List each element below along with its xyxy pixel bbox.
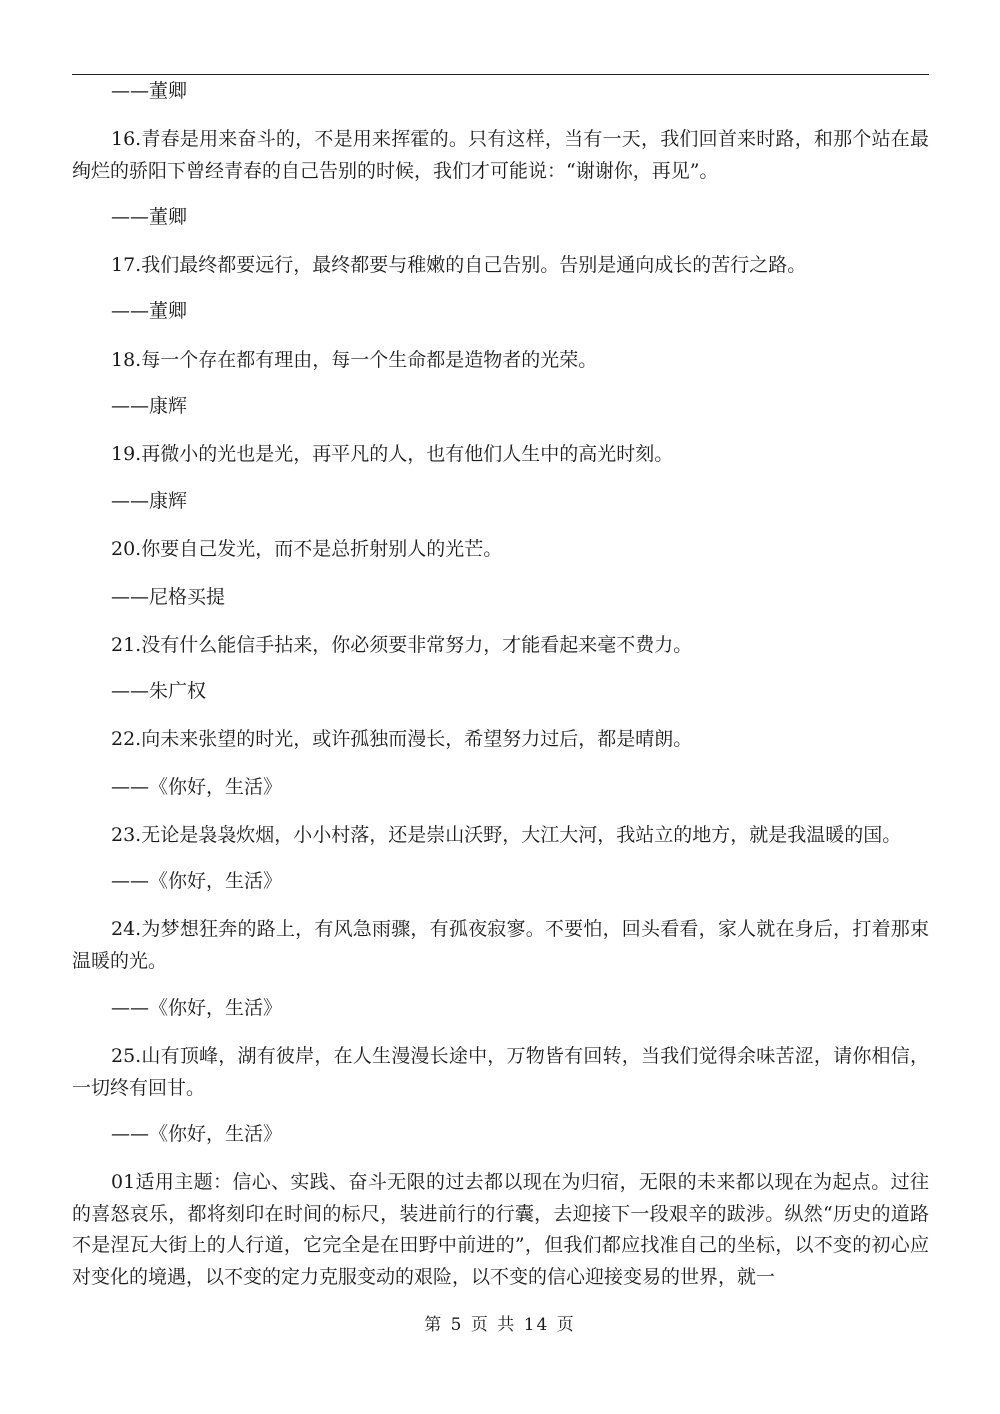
quote-23: 23.无论是袅袅炊烟，小小村落，还是崇山沃野，大江大河，我站立的地方，就是我温暖的国。 bbox=[111, 824, 902, 846]
quote-16: 16.青春是用来奋斗的，不是用来挥霍的。只有这样，当有一天，我们回首来时路，和那个站在最绚烂的骄阳下曾经青春的自己告别的时候，我们才可能说：“谢谢你，再见”。 bbox=[72, 128, 929, 182]
attribution: ——《你好，生活》 bbox=[111, 870, 283, 892]
quote-17: 17.我们最终都要远行，最终都要与稚嫩的自己告别。告别是通向成长的苦行之路。 bbox=[111, 254, 807, 276]
attribution: ——《你好，生活》 bbox=[111, 1123, 283, 1145]
quote-18: 18.每一个存在都有理由，每一个生命都是造物者的光荣。 bbox=[111, 349, 598, 371]
attribution: ——康辉 bbox=[111, 490, 188, 512]
quote-25: 25.山有顶峰，湖有彼岸，在人生漫漫长途中，万物皆有回转，当我们觉得余味苦涩，请你相信，一切终有回甘。 bbox=[72, 1045, 929, 1099]
essay-paragraph: 01适用主题：信心、实践、奋斗无限的过去都以现在为归宿，无限的未来都以现在为起点。过往的喜怒哀乐，都将刻印在时间的标尺，装进前行的行囊，去迎接下一段艰辛的跋涉。纵然“历史的道路不是涅瓦大街上的人行道，它完全是在田野中前进的”，但我们都应找准自己的坐标，以不变的初心应对变化的境遇，以不变的定力克服变动的艰险，以不变的信心迎接变易的世界，就一 bbox=[72, 1171, 929, 1288]
attribution: ——董卿 bbox=[111, 206, 188, 228]
page-number: 第 5 页 共 14 页 bbox=[424, 1315, 576, 1335]
quote-24: 24.为梦想狂奔的路上，有风急雨骤，有孤夜寂寥。不要怕，回头看看，家人就在身后，打着那束温暖的光。 bbox=[72, 918, 929, 972]
attribution: ——《你好，生活》 bbox=[111, 997, 283, 1019]
quote-20: 20.你要自己发光，而不是总折射别人的光芒。 bbox=[111, 538, 503, 560]
attribution: ——尼格买提 bbox=[111, 586, 226, 608]
quote-21: 21.没有什么能信手拈来，你必须要非常努力，才能看起来毫不费力。 bbox=[111, 634, 693, 656]
attribution: ——董卿 bbox=[111, 300, 188, 322]
header-rule bbox=[72, 74, 929, 75]
attribution: ——朱广权 bbox=[111, 680, 207, 702]
quote-22: 22.向未来张望的时光，或许孤独而漫长，希望努力过后，都是晴朗。 bbox=[111, 728, 693, 750]
attribution: ——《你好，生活》 bbox=[111, 776, 283, 798]
attribution: ——董卿 bbox=[111, 80, 188, 102]
attribution: ——康辉 bbox=[111, 395, 188, 417]
quote-19: 19.再微小的光也是光，再平凡的人，也有他们人生中的高光时刻。 bbox=[111, 443, 674, 465]
